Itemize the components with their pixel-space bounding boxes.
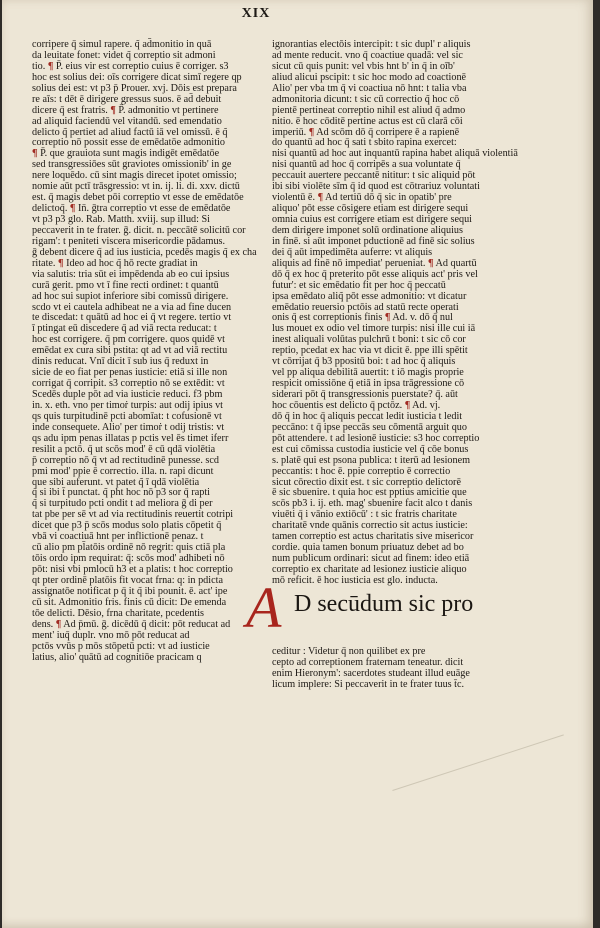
text-line: nere loquēdo. cū sint magis direcet ipotet omissio; — [32, 170, 237, 182]
text-line: dicere q̄ est fratris. ¶ P̄. admonitio vt pertinere — [32, 104, 219, 116]
text-line: est. q̄ magis debet pōi correptio vt esse de emēdatōe — [32, 192, 244, 204]
text-line: enim Hieronym': sacerdotes studeant illud euāge — [272, 667, 470, 679]
text-line: da leuitate fonet: videt q̃ correptio sit admoni — [32, 49, 216, 61]
text-line: ḡ debent dicere q̃ ad ius iusticia, pcedēs magis q̃ ex cha — [32, 246, 257, 258]
text-line: nitio. ē hoc cōditē pertine actus est cū clarā cōi — [272, 115, 463, 127]
pilcrow-mark: ¶ — [47, 60, 54, 72]
text-line: ad hoc sui supiot inferiore sibi comissū dirigere. — [32, 290, 229, 302]
text-line: qt pter ordinē platōis fit vocat frna: q: in pdicta — [32, 574, 223, 586]
text-line: in finē. si aūt imponet pductionē ad finē sic solius — [272, 235, 475, 247]
text-line: mō reficit. ē hoc iusticia est glo. inducta. — [272, 574, 438, 586]
pilcrow-mark: ¶ — [404, 399, 411, 411]
text-line: tio. ¶ P̄. eius vir est correptio cuius ē corriger. s3 — [32, 60, 229, 72]
text-line: peccāno: t q̄ ipse peccās seu cōmentā arguit quo — [272, 421, 467, 433]
pilcrow-mark: ¶ — [308, 126, 315, 138]
text-line: peccaverit in te frater. ḡ. dicit. n. peccātē solicitū cor — [32, 224, 246, 236]
text-line: sicut cōrectio dixit est. t sic correptio delictorē — [272, 476, 461, 488]
text-line: solius dei est: vt p3 p̄ Prouer. xvj. Dōis est prepara — [32, 82, 237, 94]
text-line: aliud alicui pscipit: t sic hoc modo ad coactionē — [272, 71, 467, 83]
text-line: tōe delicti. Dēsio, frna charitate, pcedentis — [32, 607, 204, 619]
pilcrow-mark: ¶ — [55, 618, 62, 630]
text-line: futur': et sic emēdatio fit per hoc q̄ peccatū — [272, 279, 446, 291]
text-line: dō q̄ in hoc q̄ aliquis peccat ledit iusticia t ledit — [272, 410, 463, 422]
text-line: ceditur : Videtur q̄ non quilibet ex pre — [272, 645, 426, 657]
text-line: violentū ē. ¶ Ad tertiū dō q̄ sic in opatib' pre — [272, 192, 452, 204]
text-line: ment' iuq̄ duplr. vno mō pōt reducat ad — [32, 629, 190, 641]
text-line: nomie aūt pctī trāsgressio: vt in. ij. li. di. xxv. dictū — [32, 181, 240, 193]
text-line: delicto q̃ pertiet ad aliud factū iā vel omissū. ē q̃ — [32, 126, 228, 138]
text-line: ipsa emēdato aliq̃ pōt esse admonitio: vt dicatur — [272, 290, 467, 302]
text-line: pōt attendere. t ad lesionē iusticie: s3 hoc correptio — [272, 432, 480, 444]
text-line: resilit a pctō. q̄ ut scōs mod' ē cū qdā violētia — [32, 443, 216, 455]
text-line: reptio, pcedat ex hac via vt dicit ē. ppe illi spētit — [272, 345, 468, 357]
text-line: ignorantias electōis intercipit: t sic dupl' r aliquis — [272, 39, 471, 50]
text-line: latius, alio' quātū ad cognitiōe pracicam q — [32, 651, 202, 663]
text-line: inest aliquali volūtas pulchrū t boni: t sic cō cor — [272, 334, 466, 346]
text-line: assignatōe notificat p q̄ it q̃ ibi pounit. ē. act' ipe — [32, 585, 228, 597]
text-line: rigam': t peniteti viscera misericordie pādamus. — [32, 235, 226, 247]
pilcrow-mark: ¶ — [428, 257, 434, 269]
text-line: p̄ correptio nō q̄ vt ad rectitudinē punesse. scd — [32, 454, 220, 466]
right-text-column — [246, 39, 518, 691]
text-line: pmi mod' ppie ē correctio. illa. n. rapi dicunt — [32, 465, 214, 477]
text-line: emēdatio reuersio pctōis ad statū recte operati — [272, 301, 459, 313]
text-line: dem dirigere imponet solū ordinatione aliquius — [272, 224, 463, 236]
text-line: hoc est corrigere. q̄ pm corrigere. quos quidē vt — [32, 334, 225, 346]
text-line: cepto ad correptionem fraternam teneatur. dicit — [272, 656, 464, 668]
text-line: aliquo' pōt esse cōsigere etiam est dirigere sequi — [272, 203, 469, 215]
text-line: ē sic sbuenire. t quia hoc est pptius amicitie que — [272, 487, 467, 499]
text-line: tat pbe per sē vt ad via rectitudinis reuertit cotripi — [32, 509, 234, 521]
text-line: imperiū. ¶ Ad scōm dō q̄ corripere ē a rapienē — [272, 126, 460, 138]
text-line: q̃ si ibi t̄ punctat. q̃ pht hoc nō p3 sor q̄ rapti — [32, 487, 210, 499]
text-line: viuēti q̄ i vānio extiōcū' : t sic fratris charitate — [272, 509, 457, 521]
right-column-lines — [272, 39, 518, 587]
text-line: omnia cuius est corrigere etiam est dirigere sequi — [272, 214, 472, 225]
text-line: que sibi auferunt. vt patet q̃ ī qdā violētia — [32, 476, 200, 488]
text-line: correptio nō possit esse de emēdatōe admonitio — [32, 137, 225, 149]
text-line: inde consequete. Alio' per timoṙ t odij tristis: vt — [32, 421, 225, 433]
text-line: in. x. eth. vno per timoṙ turpis: aut odij ipius vt — [32, 399, 224, 411]
pilcrow-mark: ¶ — [58, 257, 64, 269]
text-line: s. platē qui est psona publica: t iterū ad lesionem — [272, 454, 471, 466]
text-line: re aīs: t dēt ē dirigere gressus suos. ē ad̄ debuit — [32, 93, 222, 105]
text-line: licum implere: Si peccaverit in te frater tuus t̄c. — [272, 678, 465, 690]
text-line: vt p3 p3 glo. Rab. Matth. xviij. sup illud: Si — [32, 214, 211, 225]
text-line: dens. ¶ Ad p̄mū. ḡ. dicēdū q̄ dicit: pōt reducat ad — [32, 618, 231, 630]
text-line: qs adu ipm penas illatas p pctis vel ēs timet iferr — [32, 432, 229, 444]
pilcrow-mark: ¶ — [32, 148, 38, 160]
text-line: corrigat q̄ corripit. s3 correptio nō se extēdit: vt — [32, 378, 225, 390]
text-line: siderari pōt q̄ transgressionis puerstate? q̄. aūt — [272, 389, 458, 400]
text-line: ibi sibi violēte sīm q̄ id quod est cōtrariuz voluntati — [272, 181, 480, 193]
text-line: do quantū ad hoc q̄ sati t sbito rapina exercet: — [272, 137, 457, 149]
text-line: dei q̄ aūt impedimēta auferre: vt aliquis — [272, 246, 433, 258]
text-line: pientē pertineat correptio nihil est aliud q̄ admo — [272, 104, 466, 116]
pilcrow-mark: ¶ — [69, 203, 76, 215]
text-line: charitatē vnde quānis correctio sit actus iusticie: — [272, 520, 468, 532]
text-line: Alio' per vba tm q̄ vi coactiua nō hnt: t talia vba — [272, 82, 467, 94]
text-line: ritate. ¶ Ideo ad hoc q̃ hō recte gradiat in — [32, 257, 198, 269]
text-line: ad mente reducit. vno q̄ coactiue quadā: vel sic — [272, 49, 463, 61]
text-line: peccauit auertere peccantē nititur: t sic aliquid pōt — [272, 170, 476, 182]
text-line: correptio ex charitate ad lesionez iusticie aliquo — [272, 564, 467, 575]
text-line: emēdat ex cura sibi pstita: qt ad vt ad viā rectitu — [32, 345, 228, 357]
pilcrow-mark: ¶ — [317, 192, 324, 204]
text-line: ad aliquid faciendū vel vitandū. sed emendatio — [32, 115, 222, 127]
text-line: onis q̄ est correptionis finis ¶ Ad. v. dō q̄ nul — [272, 312, 453, 324]
text-line: q̃ si turpitudo pcti ondit t ad meliora ḡ di per — [32, 498, 213, 510]
decorated-initial: A — [246, 574, 282, 640]
text-line: vt cōrrijat q̄ b3 ppositū boi: t ad hoc q̄ aliquis — [272, 356, 456, 368]
text-line: tamen correptio est actus charitatis sive misericor — [272, 531, 474, 543]
pilcrow-mark: ¶ — [110, 104, 116, 116]
text-line: scdo vt ei cautela adhibeat ne a via ad fine ducen — [32, 301, 232, 313]
text-line: corripere q̄ simul rapere. q̃ ad̄monitio in quā — [32, 39, 212, 50]
text-line: admonitoria dicunt: t sic cū correctio q̃ hoc cō — [272, 93, 460, 105]
text-line: aliquis ad finē nō impediat' perueniat. ¶ Ad quartū — [272, 257, 477, 269]
section-heading: D secūdum sic pro — [294, 590, 474, 617]
text-line: dinis reducat. Vnī dicit ī sub ius q̄ reduxt in — [32, 356, 209, 368]
left-text-column — [32, 39, 257, 663]
text-line: nisi quantū ad hoc aut inquantū rapina habet aliquā violentiā — [272, 148, 518, 160]
text-line: ī ptingat eū discedere q̄ ad viā recta reducat: t — [32, 323, 217, 335]
text-line: via salutis: tria sūt ei impēdenda ab eo cui ipsius — [32, 268, 230, 280]
text-line: tōis ordo ipm requirat: q̄: scōs mod' adhibeti nō — [32, 553, 225, 565]
text-line: sicie de eo fiat per penas iusticie: etiā si ille non — [32, 367, 228, 379]
text-line: hoc cōuentis est delicto q̄ pctōz. ¶ Ad. vj. — [272, 399, 441, 411]
text-line: sicut cū quis punit: vel vbis hnt b' in q̄ in oīb' — [272, 60, 455, 72]
text-line: respicit omissiōne q̄ etiā in ipsa trāgressione cō — [272, 378, 465, 390]
text-line: nisi quantū ad hoc q̄ corripēs a sua voluntate q̄ — [272, 159, 461, 171]
text-line: pctōs vvūs p mōs stōpetū pcti: vt ad iusticie — [32, 640, 210, 652]
text-line: Scedēs duple pōt ad via iusticie reduci. f3 pbm — [32, 389, 223, 400]
text-line: hoc est solius dei: oīs corrigere dicat simī regere qp — [32, 71, 242, 83]
text-line: scōs pb3 i. ij. eth. mag' sbuenire facit alco t danis — [272, 498, 473, 510]
text-line: te discedat: t quātū ad hoc ei q̄ vt regere. tertio vt — [32, 312, 232, 324]
text-line: vel pp aliqua debilitā auertit: t iō magis proprie — [272, 367, 464, 379]
pilcrow-mark: ¶ — [384, 312, 391, 324]
text-line: cū alio pm pl̄atōis ordinē nō regrit: quis ctiā pla — [32, 542, 226, 554]
text-line: vbā vi coactiuā hnt per inflictionē penaz. t — [32, 531, 204, 543]
text-line: sed transgressiōes sūt graviotes omissionib' in ge — [32, 159, 232, 171]
text-line: curā gerit. pmo vt ī fine recti ordinet: t quantū — [32, 279, 219, 291]
paper-crease — [392, 734, 591, 876]
text-line: lus mouet ex odio vel timore turpis: nisi ille cui iā — [272, 323, 476, 335]
text-line: qs quis turpitudinē pcti abomīat: t cofusionē vt — [32, 410, 222, 422]
text-line: pōt: nisi vbi pmlocū h3 et a platis: t hoc correptio — [32, 564, 233, 575]
text-line: cordie. quia tamen bonum priuatuz debet ad bo — [272, 542, 464, 554]
text-line: delictoq̄. ¶ In̄. ḡtra correptio vt esse de emēdatōe — [32, 203, 231, 215]
text-line: dō q̄ ex hoc q̄ preterito pōt esse aliquis act' pris vel — [272, 268, 478, 280]
text-line: est cui cōmissa custodia iusticie vel q̃ cōe bonus — [272, 443, 469, 455]
text-line: cū sit. Admonitio fris. finis cū dicit: De emenda — [32, 596, 227, 608]
text-line: ¶ P̄. que grauiota sunt magis indigēt emēdatōe — [32, 148, 220, 160]
text-line: dicet que p3 p̄ scōs modus solo platis cōpetit q̄ — [32, 520, 222, 532]
folio-number: XIX — [241, 6, 271, 21]
text-line: num publicum ordinari: sicut ad finem: ideo etiā — [272, 553, 470, 565]
text-line: peccantis: t hoc ē. ppie correptio ē correctio — [272, 465, 451, 477]
section-continuation — [272, 647, 484, 691]
manuscript-page — [2, 0, 593, 928]
